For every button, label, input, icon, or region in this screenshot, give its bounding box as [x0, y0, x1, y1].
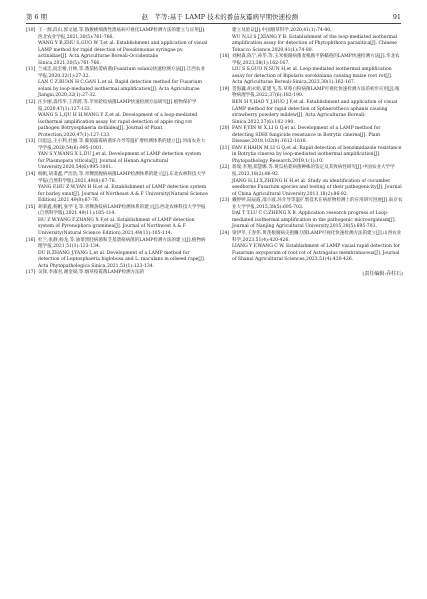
- reference-text: 兰成忠,阮宏椿,甘林,等.番茄枯萎病菌(Fusarium solani)快速检测方法[J].江西农业学报,2020,32(1):27-32.: [38, 67, 205, 79]
- reference-text: 戴婷婷,陆辰霞,邵小波.环介导等温扩增技术在病原物检测上的应用研究进展[J].南京农业大学学报,2015,38(5):695-703.: [232, 198, 403, 210]
- reference-number: [20]: [220, 126, 230, 132]
- reference-text: YANG F,HU Z W,YAN H H,et al. Establishment of LAMP detection system for barley smut[J]. Journal of Northeast A & F University(Natural Science Edition),2021,49(8):67-76.: [38, 185, 209, 204]
- reference-text: 闫思远,王小利,杜丽,等.葡萄霜霉病菌环介导等温扩增检测体系的建立[J].河南农业大学学报,2020,54(6):995-1001.: [38, 139, 206, 151]
- reference-entry: [220, 231, 403, 244]
- reference-entry: [26, 100, 209, 113]
- reference-text: DAI T T,LU C C,ZHENG X B. Application research progress of Loop-mediated isothermal amplification in the pathogenic microorganism[J]. Journal of Nanjing Agricultural University,2015,38(5):695-703.: [232, 211, 396, 230]
- reference-entry: [220, 198, 403, 211]
- reference-text: WU N,LI S J,XIANG Y B. Establishment of the loop-mediated isothermal amplification assay for detection of Phytophthora parasitica[J]. Chinese Tobacco Science,2020,41(1):74-80.: [232, 34, 398, 53]
- reference-number: [15]: [26, 204, 36, 210]
- reference-entry: [26, 238, 209, 251]
- reference-text: BEN H Y,HAO Y J,HUO J F,et al. Establishment and application of visual LAMP method for rapid detection of Sphaerotheca aphanis causing strawberry powdery mildew[J]. Acta Agriculturae Boreali-Sinica,2022,37(6):182-190.: [232, 100, 398, 125]
- reference-text: YAN S Y,WANG X L,DU J,et al. Development of LAMP detection system for Plasmopara viticola[J]. Journal of Henan Agricultural University,2020,54(6):995-1001.: [38, 152, 202, 171]
- reference-text: 杨帆,胡秉鑫,严浩浩,等.青稞黑腥病病菌LAMP检测体系的建立[J].东北农林科技大学学报(自然科学版),2021,49(8):67-76.: [38, 172, 206, 184]
- references-right-column: [220, 28, 403, 277]
- editor-note: (责任编辑:乔柱石): [362, 270, 403, 277]
- reference-number: [12]: [26, 100, 36, 106]
- reference-text: LIU S S,GUO N,SUN H,et al. Loop-mediated isothermal amplification assay for detection of Bipolaris sorokiniana causing maize root rot[J]. Acta Agriculturae Boreali-Sinica,2023,38(1):162-167.: [232, 67, 393, 86]
- reference-entry: [220, 126, 403, 146]
- references-left-column: [26, 28, 209, 277]
- reference-number: [17]: [26, 270, 36, 276]
- reference-entry: [220, 244, 403, 264]
- reference-entry: [26, 67, 209, 80]
- reference-entry: [26, 185, 209, 205]
- reference-entry: [220, 146, 403, 166]
- reference-text: 贯海巍,胡永娟,霍建飞,等.草莓白粉病菌LAMP可视化快速检测方法的初步应用[J].植物病理学报,2022,37(6):182-190.: [232, 86, 400, 99]
- reference-number: [14]: [26, 172, 36, 178]
- reference-text: 胡秉鑫,杨帆,张学飞,等.青稞条纹病LAMP检测体系的建立[J].西北农林科技大学学报(自然科学版),2021,49(11):105-114.: [38, 204, 206, 217]
- reference-entry: [26, 80, 209, 100]
- reference-entry: [26, 113, 209, 139]
- reference-text: HU Z W,YANG F,ZHANG X F,et al. Establishment of LAMP detection system of Pyrenophora graminea[J]. Journal of Northwest A & F University(Natural Science Edition),2021,49(11):105-114.: [38, 217, 195, 236]
- reference-number: [16]: [26, 237, 36, 243]
- reference-entry: [26, 251, 209, 271]
- issue-number: 第 6 期: [26, 13, 47, 21]
- reference-number: [22]: [220, 165, 230, 171]
- reference-text: 杜兰,张静,杨龙,等.油菜黑胫病菌和茎基溃疡病菌的LAMP检测方法的建立[J].植物病理学报,2021,51(1):123-134.: [38, 237, 206, 250]
- reference-entry: [220, 87, 403, 100]
- reference-entry: [220, 179, 403, 199]
- reference-entry: [26, 41, 209, 67]
- reference-text: FAN F,YIN W X,LI G Q,et al. Development of a LAMP method for detecting SDHI fungicide resistance in Botrytis cinerea[J]. Plant Disease,2018,102(8):1612-1618.: [232, 126, 381, 145]
- reference-number: [21]: [220, 145, 230, 151]
- reference-entry: [220, 211, 403, 231]
- reference-number: [13]: [26, 139, 36, 145]
- reference-entry: [26, 270, 209, 277]
- reference-text: 吴锋,李淑君,谢金斌,等.烟草疫霉菌LAMP检测方法的: [38, 270, 145, 276]
- reference-text: FAN F,HAHN M,LI G Q,et al. Rapid detection of benzimidazole resistance in Botrytis cinerea by loop-mediated isothermal amplification[J]. Phytopathology Research,2019,1(1):10.: [232, 145, 402, 164]
- reference-text: LIANG Y F,WANG C W. Establishment of LAMP visual rapid detection for Fusarium oxysporum of root rot of Astragalus membranaceus[J]. Journal of Shanxi Agricultural Sciences,2023,51(4):420-426.: [232, 244, 400, 263]
- reference-entry: [26, 172, 209, 185]
- reference-text: 汪少丽,淼伟华,王萍蔚,等.苹果轮纹病菌LAMP快速检测方法研究[J].植物保护学报,2020,47(1):127-133.: [38, 100, 197, 112]
- reference-number: [11]: [26, 67, 36, 73]
- reference-number: [23]: [220, 198, 230, 204]
- reference-number: [24]: [220, 230, 230, 236]
- reference-entry: [220, 54, 403, 67]
- reference-number: [19]: [220, 86, 230, 92]
- reference-text: LAN C Z,RUAN H C,GAN L,et al. Rapid detection method for Fusarium solani by loop-mediated isothermal amplification[J]. Acta Agriculturae Jiangxi,2020,32(1):27-32.: [38, 80, 202, 99]
- reference-entry: [220, 35, 403, 55]
- reference-entry: [26, 152, 209, 172]
- reference-entry: [220, 67, 403, 87]
- reference-entry: [26, 139, 209, 152]
- reference-text: 王一源,段山,郭文通,等.猕猴桃细菌性溃疡病可视化LAMP检测方法的建立与应用[J].西北农业学报,2021,30(5):761-766.: [38, 28, 206, 40]
- reference-text: 建立及验证[J].中国烟草科学,2020,41(1):74-80.: [232, 28, 332, 33]
- reference-entry: [26, 205, 209, 218]
- reference-entry: [220, 165, 403, 178]
- reference-text: 蒋瑞,李翔,郑慧娜,等.黄瓜枯萎病菌种株的鉴定及其致病性研究[J].中国农业大学学报,2013,18(2):86-92.: [232, 165, 395, 178]
- reference-entry: [220, 100, 403, 126]
- running-header: [26, 10, 401, 24]
- reference-text: 刘树森,陈宁,孙华,等.玉米根腐病菌麦根腐平脐蠕孢的LAMP快速检测方法[J].华北农学报,2023,38(1):162-167.: [232, 54, 400, 66]
- reference-entry: [26, 28, 209, 41]
- reference-text: WANG S L,QU H H,WANG Y Z,et al. Development of a loop-mediated isothermal amplification assay for rapid detection of apple ring rot pathogen Botryosphaeria dothidea[J]. Journal of Plant Protection,2020,47(1):127-133.: [38, 113, 198, 138]
- reference-text: WANG Y B,ZHU S,GUO W T,et al. Establishment and application of visual LAMP method for rapid detection of Pseudomonas syringae pv. actinidiae[J]. Acta Agriculturae Boreali-Occidentalis Sinica,2021,30(5):761-766.: [38, 41, 208, 66]
- reference-text: DU R,ZHANG J,YANG L,et al. Development of a LAMP method for detection of Leptosphaeria biglobosa and L. maculans in oilseed rape[J]. Acta Phytopathologica Sinica,2021,51(1):123-134.: [38, 250, 206, 269]
- reference-entry: [26, 218, 209, 238]
- running-title: 赵 芊等:基于 LAMP 技术的番茄灰霉病早期快速检测: [141, 13, 299, 21]
- reference-number: [10]: [26, 28, 36, 33]
- page-number: 91: [392, 12, 401, 21]
- reference-text: JIANG H,LI X,ZHENG H H,et al. Study on identification of cucumber seedborne Fusarium species and testing of their pathogenicity[J]. Journal of China Agricultural University,2013,18(2):86-92.: [232, 178, 402, 197]
- reference-number: [18]: [220, 54, 230, 60]
- reference-text: 梁伊苹,王春伟.黄芪根腐病尖孢镰刀菌LAMP可视化快速检测方法的建立[J].山西农业科学,2023,51(4):420-426.: [232, 230, 402, 243]
